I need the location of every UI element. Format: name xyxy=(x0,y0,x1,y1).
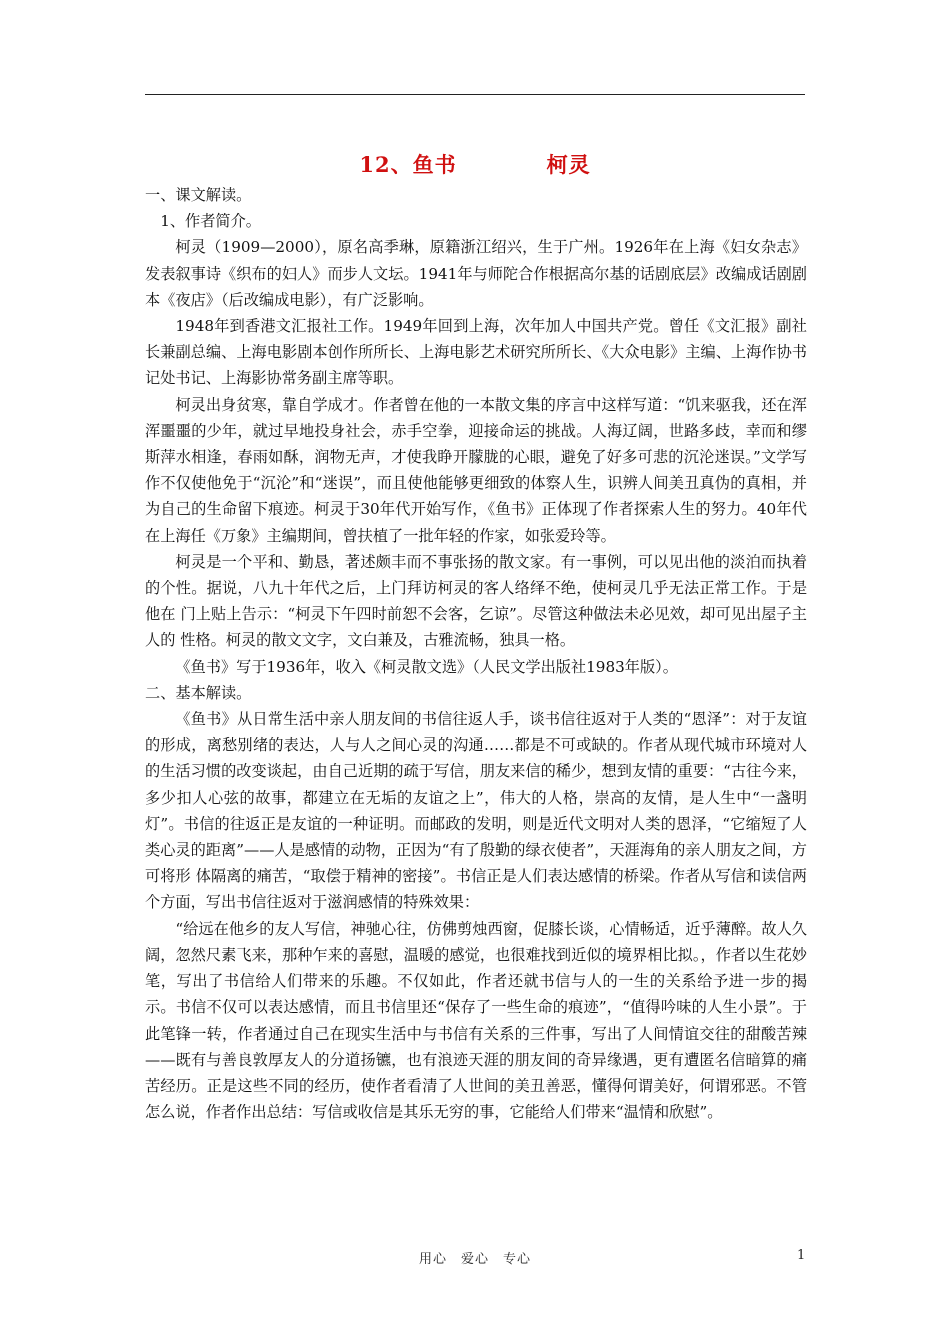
paragraph: 柯灵是一个平和、勤恳，著述颇丰而不事张扬的散文家。有一事例，可以见出他的淡泊而执着的个性。据说，八九十年代之后，上门拜访柯灵的客人络绎不绝，使柯灵几乎无法正常工作。于是他在 门上贴上告示：“柯灵下午四时前恕不会客，乞谅”。尽管这种做法未必见效，却可见出屋子主人的 性格。柯灵的散文文字，文白兼及，古雅流畅，独具一格。 xyxy=(145,552,807,650)
paragraph: 一、课文解读。 xyxy=(145,186,252,204)
paragraph: “给远在他乡的友人写信，神驰心往，仿佛剪烛西窗，促膝长谈，心情畅适，近乎薄醉。故人久阔，忽然尺素飞来，那种乍来的喜慰，温暖的感觉，也很难找到近似的境界相比拟。，作者以生花妙笔，写出了书信给人们带来的乐趣。不仅如此，作者还就书信与人的一生的关系给予进一步的揭示。书信不仅可以表达感情，而且书信里还“保存了一些生命的痕迹”，“值得吟味的人生小景”。于此笔锋一转，作者通过自己在现实生活中与书信有关系的三件事，写出了人间情谊交往的甜酸苦辣——既有与善良敦厚友人的分道扬镳，也有浪迹天涯的朋友间的奇异缘遇，更有遭匿名信暗算的痛苦经历。正是这些不同的经历，使作者看清了人世间的美丑善恶，懂得何谓美好，何谓邪恶。不管怎么说，作者作出总结：写信或收信是其乐无穷的事，它能给人们带来“温情和欣慰”。 xyxy=(145,919,807,1122)
paragraph: 二、基本解读。 xyxy=(145,683,252,702)
page-number: 1 xyxy=(797,1248,806,1263)
paragraph: 柯灵（1909—2000），原名高季琳，原籍浙江绍兴，生于广州。1926年在上海《妇女杂志》发表叙事诗《织布的妇人》而步人文坛。1941年与师陀合作根据高尔基的话剧底层》改编成话剧剧本《夜店》（后改编成电影），有广泛影响。 xyxy=(145,238,807,309)
title-main: 12、鱼书 xyxy=(359,152,457,177)
header-rule xyxy=(145,94,805,95)
footer-motto: 用心 爱心 专心 xyxy=(418,1252,531,1267)
paragraph: 1948年到香港文汇报社工作。1949年回到上海，次年加人中国共产党。曾任《文汇报》副社长兼副总编、上海电影剧本创作所所长、上海电影艺术研究所所长、《大众电影》主编、上海作协书记处书记、上海影协常务副主席等职。 xyxy=(145,317,807,388)
paragraph: 柯灵出身贫寒，靠自学成才。作者曾在他的一本散文集的序言中这样写道：“饥来驱我，还在浑浑噩噩的少年，就过早地投身社会，赤手空拳，迎接命运的挑战。人海辽阔，世路多歧，幸而和缪斯萍水相逢，春雨如酥，润物无声，才使我睁开朦胧的心眼，避免了好多可悲的沉沦迷误。”文学写作不仅使他免于“沉沦”和“迷误”，而且使他能够更细致的体察人生，识辨人间美丑真伪的真相，并为自己的生命留下痕迹。柯灵于30年代开始写作，《鱼书》正体现了作者探索人生的努力。40年代在上海任《万象》主编期间，曾扶植了一批年轻的作家，如张爱玲等。 xyxy=(145,395,807,545)
paragraph: 1、作者简介。 xyxy=(160,212,261,231)
paragraph: 《鱼书》从日常生活中亲人朋友间的书信往返人手，谈书信往返对于人类的“恩泽”：对于友谊的形成，离愁别绪的表达，人与人之间心灵的沟通……都是不可或缺的。作者从现代城市环境对人的生活习惯的改变谈起，由自己近期的疏于写信，朋友来信的稀少，想到友情的重要：“古往今来，多少扣人心弦的故事，都建立在无垢的友谊之上”，伟大的人格，崇高的友情，是人生中“一盏明灯”。书信的往返正是友谊的一种证明。而邮政的发明，则是近代文明对人类的恩泽，“它缩短了人类心灵的距离”——人是感情的动物，正因为“有了殷勤的绿衣使者”，天涯海角的亲人朋友之间，方可将形 体隔离的痛苦，“取偿于精神的密接”。书信正是人们表达感情的桥梁。作者从写信和读信两个方面，写出书信往返对于滋润感情的特殊效果： xyxy=(145,710,807,912)
document-title xyxy=(0,149,950,179)
title-author: 柯灵 xyxy=(546,152,591,177)
document-body xyxy=(145,182,807,1125)
paragraph: 《鱼书》写于1936年，收入《柯灵散文选》（人民文学出版社1983年版）。 xyxy=(175,657,678,676)
